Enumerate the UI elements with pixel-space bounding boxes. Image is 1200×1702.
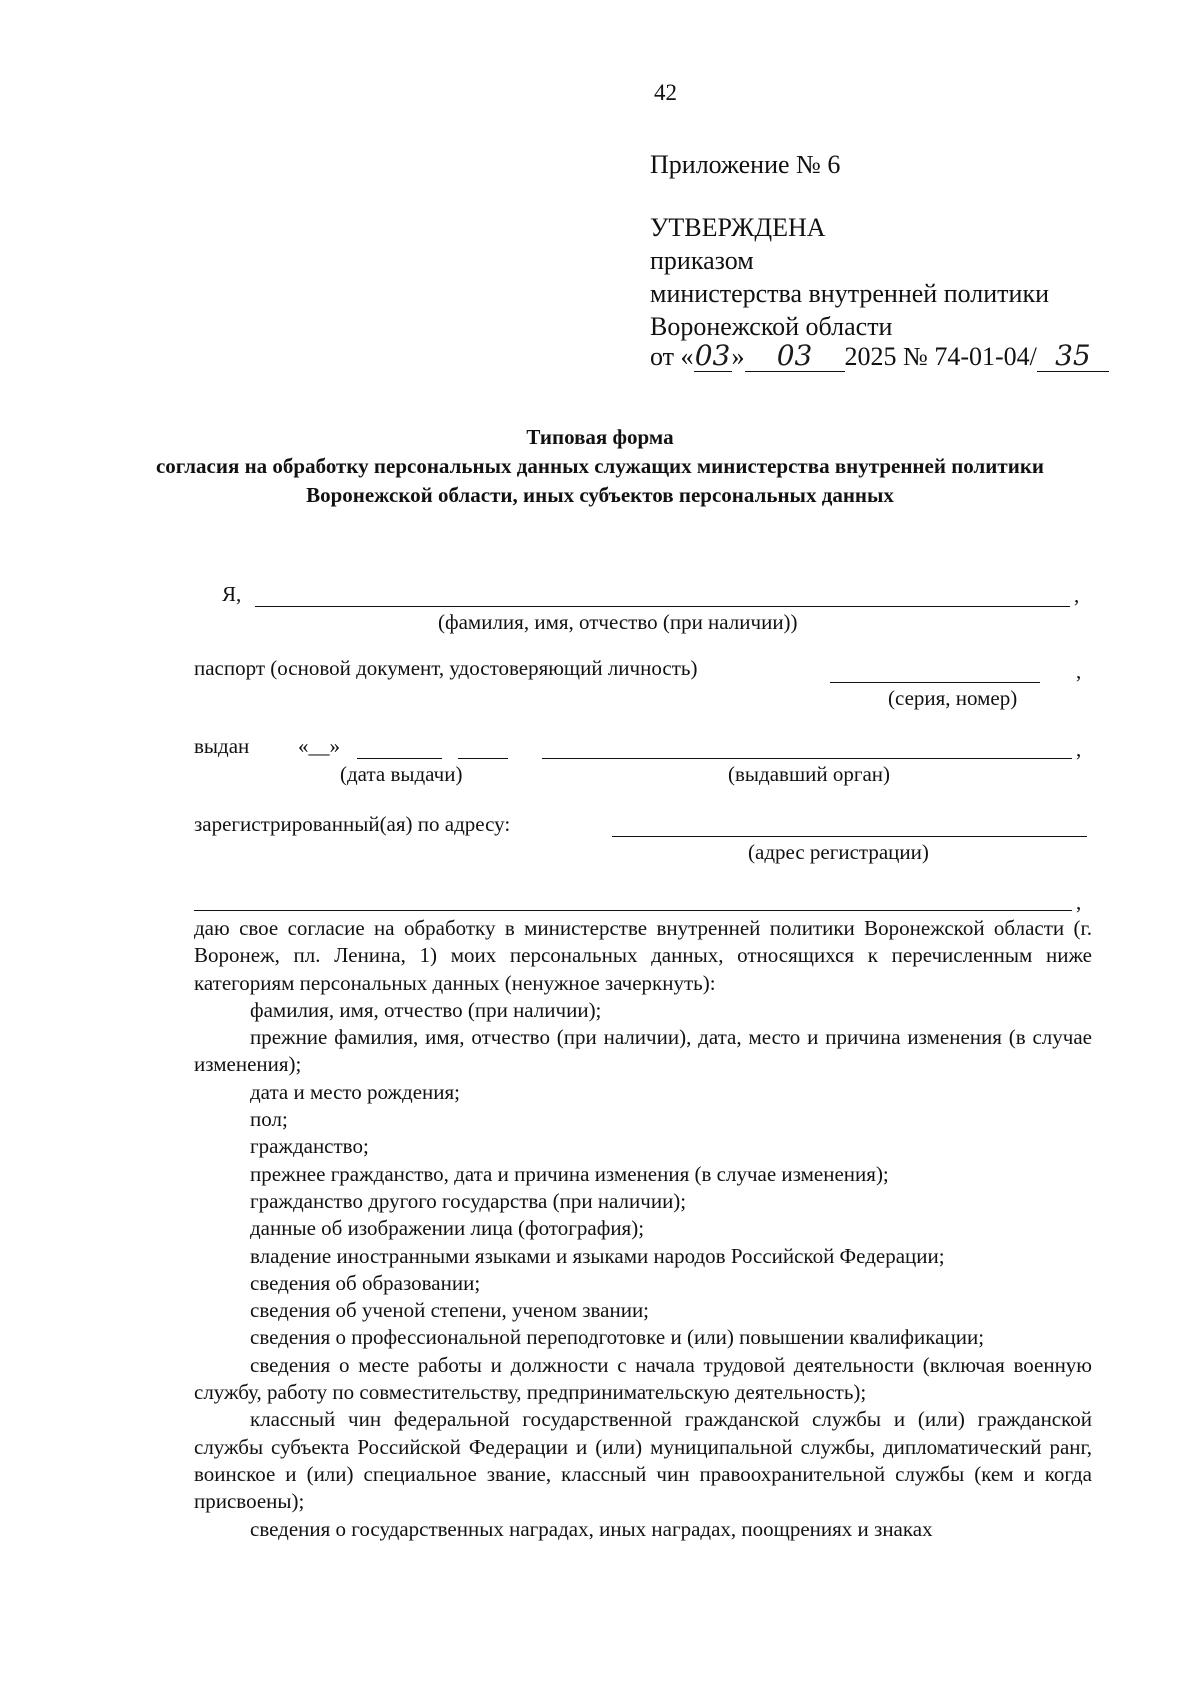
list-item: прежние фамилия, имя, отчество (при наличии), дата, место и причина изменения (в случае изменения); xyxy=(194,1025,1092,1077)
consent-paragraph: даю свое согласие на обработку в министерстве внутренней политики Воронежской области (г. Воронеж, пл. Ленина, 1) моих персональных данных, относящихся к перечисленным ниже категориям персональных данных (ненужное зачеркнуть): xyxy=(194,916,1092,995)
fio-caption: (фамилия, имя, отчество (при наличии)) xyxy=(438,610,798,634)
series-field-line[interactable] xyxy=(830,682,1040,683)
form-title xyxy=(150,423,1050,510)
series-comma: , xyxy=(1076,659,1082,683)
fio-comma: , xyxy=(1074,583,1080,607)
issuer-comma: , xyxy=(1076,737,1082,761)
issue-month-line[interactable] xyxy=(357,758,442,759)
i-label: Я, xyxy=(222,582,242,606)
list-item: данные об изображении лица (фотография); xyxy=(250,1216,645,1241)
list-item: гражданство; xyxy=(250,1134,369,1159)
list-item: прежнее гражданство, дата и причина изменения (в случае изменения); xyxy=(250,1161,889,1186)
address-field-line[interactable] xyxy=(612,836,1087,837)
by-order-label: приказом xyxy=(650,246,754,275)
list-item: классный чин федеральной государственной гражданской службы и (или) гражданской службы субъекта Российской Федерации и (или) муниципальной службы, дипломатический ранг, воинское и (или) специальное звание, классный чин правоохранительной службы (кем и когда присвоены); xyxy=(194,1407,1092,1514)
approved-label: УТВЕРЖДЕНА xyxy=(650,213,826,242)
region-label: Воронежской области xyxy=(650,312,893,341)
list-item: гражданство другого государства (при наличии); xyxy=(250,1188,687,1213)
issuer-field-line[interactable] xyxy=(542,758,1072,759)
address-continuation-line[interactable] xyxy=(194,910,1072,911)
consent-body xyxy=(194,915,1092,1543)
appendix-label: Приложение № 6 xyxy=(650,150,841,179)
passport-label: паспорт (основой документ, удостоверяющий личность) xyxy=(194,656,698,680)
page-number: 42 xyxy=(654,80,677,105)
list-item: дата и место рождения; xyxy=(250,1079,461,1104)
year-number: 2025 № 74-01-04/ xyxy=(844,342,1037,371)
list-item: сведения о месте работы и должности с начала трудовой деятельности (включая военную службу, работу по совместительству, предпринимательскую деятельность); xyxy=(194,1352,1092,1405)
order-month: 03 xyxy=(745,341,845,372)
list-item: пол; xyxy=(250,1107,288,1132)
list-item: фамилия, имя, отчество (при наличии); xyxy=(250,997,602,1022)
title-line-2: согласия на обработку персональных данных служащих министерства внутренней политики Воронежской области, иных субъектов персональных данных xyxy=(155,454,1045,507)
address-caption: (адрес регистрации) xyxy=(748,840,929,864)
list-item: сведения о профессиональной переподготовке и (или) повышении квалификации; xyxy=(250,1325,985,1350)
title-line-1: Типовая форма xyxy=(526,425,674,449)
list-item: сведения об образовании; xyxy=(250,1270,481,1295)
address-label: зарегистрированный(ая) по адресу: xyxy=(194,812,511,836)
order-number: 35 xyxy=(1037,341,1109,372)
list-item: владение иностранными языками и языками народов Российской Федерации; xyxy=(250,1243,945,1268)
address-comma: , xyxy=(1076,890,1082,914)
series-caption: (серия, номер) xyxy=(888,686,1018,710)
list-item: сведения об ученой степени, ученом звании; xyxy=(250,1298,650,1323)
order-day: 03 xyxy=(694,339,731,372)
fio-field-line[interactable] xyxy=(255,606,1070,607)
ministry-label: министерства внутренней политики xyxy=(650,279,1049,308)
order-date-line xyxy=(650,340,1109,373)
issue-year-line[interactable] xyxy=(458,758,508,759)
issued-label: выдан xyxy=(194,734,250,758)
issue-date-quote: «__» xyxy=(298,734,340,758)
date-mid: » xyxy=(731,342,745,371)
list-item: сведения о государственных наградах, иных наградах, поощрениях и знаках xyxy=(250,1516,933,1541)
issue-date-caption: (дата выдачи) xyxy=(340,762,463,786)
date-prefix: от « xyxy=(650,342,694,371)
issuer-caption: (выдавший орган) xyxy=(728,762,891,786)
